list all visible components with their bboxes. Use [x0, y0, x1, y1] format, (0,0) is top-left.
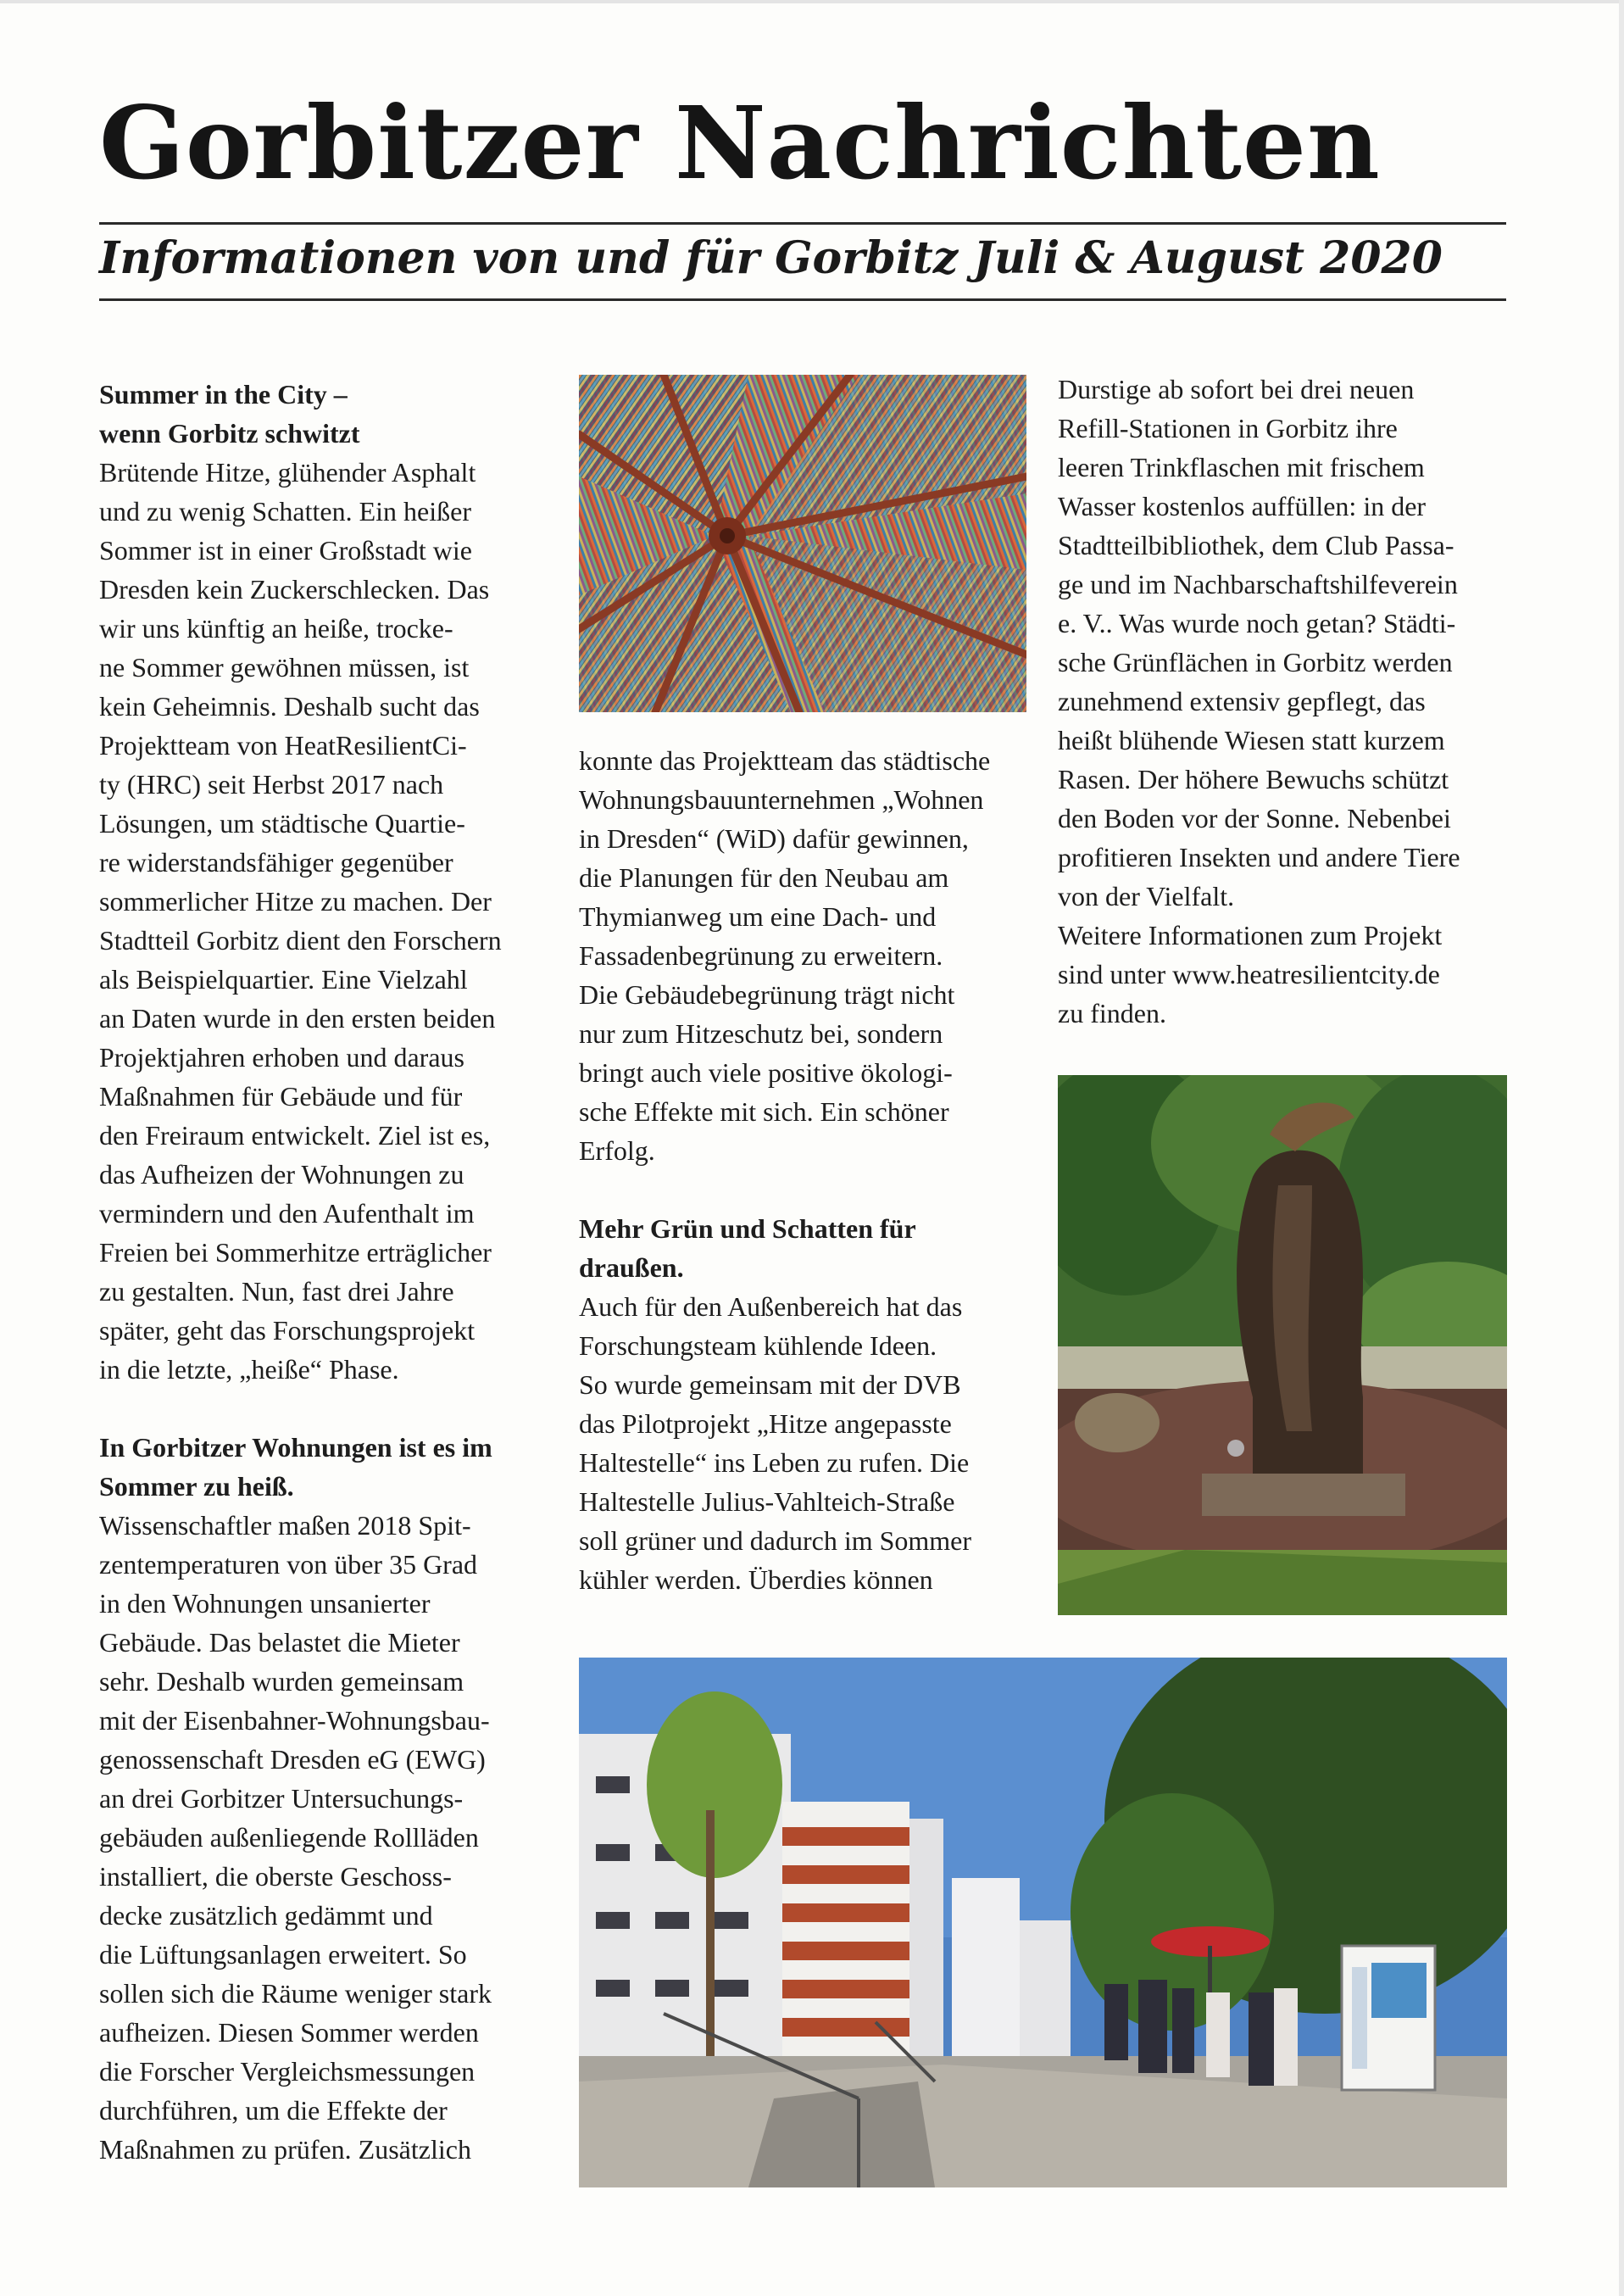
newspaper-title: Gorbitzer Nachrichten [99, 84, 1381, 202]
scan-edge-top [0, 0, 1624, 3]
article-paragraph: konnte das Projektteam das städtische Wohnungsbauunternehmen „Wohnen in Dresden“ (WiD) dafür gewinnen, die Planungen für den Neubau am Thymianweg um eine Dach- und Fassadenbegrünung zu erweitern. Die Gebäudebegrünung trägt nicht nur zum Hitzeschutz bei, sondern bringt auch viele positive ökologi- sche Effekte mit sich. Ein schöner Erfolg. [579, 745, 991, 1166]
masthead [99, 84, 1506, 202]
article-paragraph: Wissenschaftler maßen 2018 Spit- zentemperaturen von über 35 Grad in den Wohnungen unsanierter Gebäude. Das belastet die Mieter sehr. Deshalb wurden gemeinsam mit der Eisenbahner-Wohnungsbau- genossenschaft Dresden eG (EWG) an drei Gorbitzer Untersuchungs- gebäuden außenliegende Rollläden installiert, die oberste Geschoss- decke zusätzlich gedämmt und die Lüftungsanlagen erweitert. So sollen sich die Räume weniger stark aufheizen. Diesen Sommer werden die Forscher Vergleichsmessungen durchführen, um die Effekte der Maßnahmen zu prüfen. Zusätzlich [99, 1510, 492, 2165]
article-paragraph: Durstige ab sofort bei drei neuen Refill-Stationen in Gorbitz ihre leeren Trinkflaschen mit frischem Wasser kostenlos auffüllen: in der Stadtteilbibliothek, dem Club Passa- ge und im Nachbarschaftshilfeverein e. V.. Was wurde noch getan? Städti- sche Grünflächen in Gorbitz werden zunehmend extensiv gepflegt, das heißt blühende Wiesen statt kurzem Rasen. Der höhere Bewuchs schützt den Boden vor der Sonne. Nebenbei profitieren Insekten und andere Tiere von der Vielfalt. Weitere Informationen zum Projekt sind unter www.heatresilientcity.de zu finden. [1058, 374, 1460, 1028]
issue-subtitle: Informationen von und für Gorbitz Juli & August 2020 [99, 232, 1443, 284]
fountain-sculpture-photo [1058, 1075, 1507, 1615]
bus-stop-street-photo [579, 1658, 1507, 2187]
column-1 [99, 375, 544, 2169]
section-heading: In Gorbitzer Wohnungen ist es im Sommer zu heiß. [99, 1432, 492, 1502]
scan-edge-right [1619, 0, 1624, 2296]
article-paragraph: Auch für den Außenbereich hat das Forschungsteam kühlende Ideen. So wurde gemeinsam mit der DVB das Pilotprojekt „Hitze angepasste Haltestelle“ ins Leben zu rufen. Die Haltestelle Julius-Vahlteich-Straße soll grüner und dadurch im Sommer kühler werden. Überdies können [579, 1291, 972, 1595]
article-heading: Summer in the City – wenn Gorbitz schwitzt [99, 379, 360, 449]
column-2 [579, 741, 1020, 1599]
section-heading: Mehr Grün und Schatten für draußen. [579, 1213, 916, 1283]
subtitle-rule [99, 298, 1506, 301]
umbrella-photo [579, 375, 1026, 712]
column-3 [1058, 370, 1511, 1033]
article-paragraph: Brütende Hitze, glühender Asphalt und zu wenig Schatten. Ein heißer Sommer ist in einer Großstadt wie Dresden kein Zuckerschlecken. Das wir uns künftig an heiße, trocke- ne Sommer gewöhnen müssen, ist kein Geheimnis. Deshalb sucht das Projektteam von HeatResilientCi- ty (HRC) seit Herbst 2017 nach Lösungen, um städtische Quartie- re widerstandsfähiger gegenüber sommerlicher Hitze zu machen. Der Stadtteil Gorbitz dient den Forschern als Beispielquartier. Eine Vielzahl an Daten wurde in den ersten beiden Projektjahren erhoben und daraus Maßnahmen für Gebäude und für den Freiraum entwickelt. Ziel ist es, das Aufheizen der Wohnungen zu vermindern und den Aufenthalt im Freien bei Sommerhitze erträglicher zu gestalten. Nun, fast drei Jahre später, geht das Forschungsprojekt in die letzte, „heiße“ Phase. [99, 457, 502, 1385]
title-rule [99, 222, 1506, 225]
